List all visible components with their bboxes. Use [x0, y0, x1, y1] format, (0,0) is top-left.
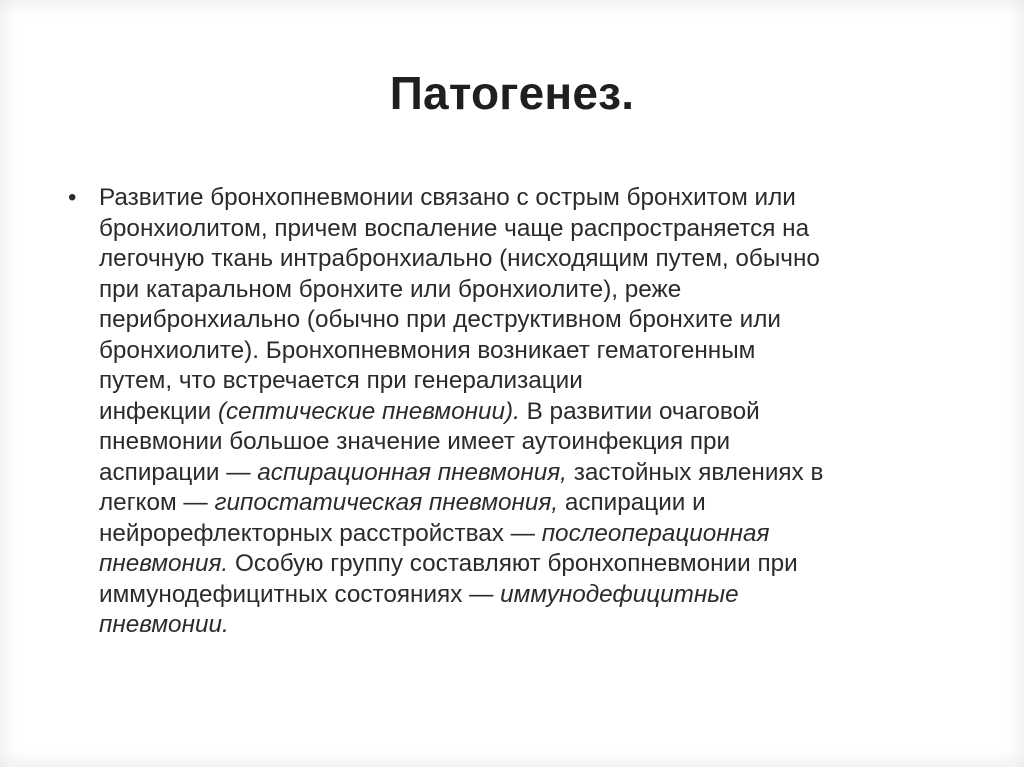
- italic-text-segment: иммунодефицитные: [500, 580, 739, 608]
- bullet-icon: •: [68, 184, 77, 211]
- text-segment: аспирации —: [99, 458, 258, 486]
- paragraph-line: [99, 610, 968, 641]
- paragraph-line: [99, 549, 968, 580]
- text-segment: аспирации и: [558, 489, 706, 516]
- paragraph-line: [99, 244, 968, 275]
- paragraph-line: [99, 214, 968, 245]
- paragraph-line: [99, 488, 968, 519]
- text-segment: иммунодефицитных состояниях —: [99, 580, 501, 608]
- paragraph-line: [99, 519, 968, 550]
- list-item: [68, 183, 968, 641]
- italic-text-segment: пневмонии.: [99, 611, 229, 638]
- bullet-paragraph: [99, 183, 968, 641]
- italic-text-segment: аспирационная пневмония,: [257, 458, 567, 486]
- text-segment: путем, что встречается при генерализации: [99, 367, 583, 394]
- slide-title: Патогенез.: [389, 67, 635, 119]
- italic-text-segment: (септические пневмонии).: [217, 397, 520, 425]
- text-segment: Развитие бронхопневмонии связано с острым бронхитом или: [99, 184, 796, 211]
- paragraph-line: [99, 397, 968, 428]
- text-segment: легком —: [99, 489, 215, 516]
- text-segment: бронхиолите). Бронхопневмония возникает гематогенным: [99, 336, 756, 364]
- italic-text-segment: пневмония.: [99, 550, 229, 577]
- paragraph-line: [99, 427, 968, 458]
- paragraph-line: [99, 366, 968, 397]
- italic-text-segment: гипостатическая пневмония,: [214, 489, 559, 516]
- text-segment: при катаральном бронхите или бронхиолите), реже: [99, 275, 682, 303]
- paragraph-line: [99, 458, 968, 489]
- paragraph-line: [99, 183, 968, 214]
- paragraph-line: [99, 275, 968, 306]
- text-segment: пневмонии большое значение имеет аутоинфекция при: [99, 428, 731, 455]
- paragraph-line: [99, 336, 968, 367]
- paragraph-line: [99, 305, 968, 336]
- text-segment: инфекции: [99, 397, 218, 425]
- text-segment: Особую группу составляют бронхопневмонии при: [228, 550, 798, 577]
- text-segment: нейрорефлекторных расстройствах —: [99, 519, 542, 547]
- text-segment: бронхиолитом, причем воспаление чаще распространяется на: [99, 214, 810, 242]
- paragraph-line: [99, 580, 968, 611]
- italic-text-segment: послеоперационная: [541, 519, 770, 547]
- text-segment: легочную ткань интрабронхиально (нисходящим путем, обычно: [99, 245, 820, 272]
- text-segment: застойных явлениях в: [566, 458, 824, 486]
- text-segment: перибронхиально (обычно при деструктивном бронхите или: [99, 306, 781, 333]
- bullet-list: [68, 183, 968, 641]
- text-segment: В развитии очаговой: [519, 397, 760, 425]
